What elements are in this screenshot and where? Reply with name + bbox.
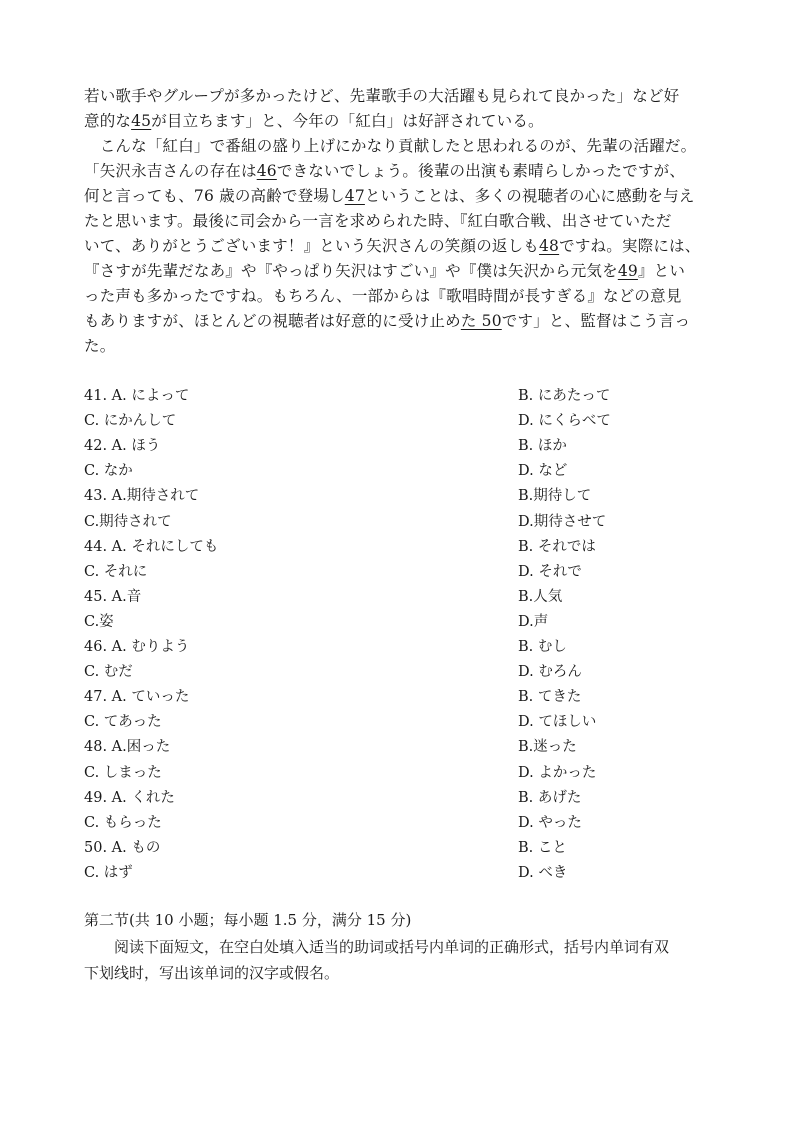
option-right: B. それでは bbox=[518, 539, 596, 555]
passage-line bbox=[84, 309, 724, 334]
option-left: C. もらった bbox=[84, 815, 162, 831]
option-left: C. むだ bbox=[84, 664, 133, 680]
option-left: 48. A.困った bbox=[84, 739, 171, 755]
blank-number: 47 bbox=[344, 187, 365, 205]
section-heading: 第二节(共 10 小题；每小题 1.5 分，满分 15 分) bbox=[84, 911, 412, 929]
passage-line bbox=[84, 109, 724, 134]
passage-text: った声も多かったですね。もちろん、一部からは『歌唱時間が長すぎる』などの意見 bbox=[84, 287, 682, 305]
option-right: B.迷った bbox=[518, 739, 577, 755]
option-left: 44. A. それにしても bbox=[84, 539, 219, 555]
passage-text: もありますが、ほとんどの視聴者は好意的に受け止め bbox=[84, 312, 461, 330]
option-right: D.声 bbox=[518, 614, 549, 630]
passage-text: ですね。実際には、 bbox=[559, 237, 701, 255]
option-right: D. てほしい bbox=[518, 714, 597, 730]
passage-text: こんな「紅白」で番組の盛り上げにかなり貢献したと思われるのが、先輩の活躍だ。 bbox=[84, 137, 697, 155]
option-left: C.姿 bbox=[84, 614, 114, 630]
option-left: 50. A. もの bbox=[84, 840, 161, 856]
passage-line bbox=[84, 234, 724, 259]
option-left: 41. A. によって bbox=[84, 388, 190, 404]
option-left: C. しまった bbox=[84, 765, 162, 781]
option-right: B. あげた bbox=[518, 790, 582, 806]
passage-text: 意的な bbox=[84, 112, 132, 130]
blank-number: 49 bbox=[617, 262, 638, 280]
option-left: 46. A. むりよう bbox=[84, 639, 190, 655]
option-right: D. むろん bbox=[518, 664, 582, 680]
option-right: D. など bbox=[518, 463, 568, 479]
option-right: D. やった bbox=[518, 815, 582, 831]
passage-line bbox=[84, 159, 724, 184]
passage-line bbox=[84, 284, 724, 309]
option-left: 45. A.音 bbox=[84, 589, 142, 605]
option-right: D. よかった bbox=[518, 765, 597, 781]
instruction-line: 阅读下面短文，在空白处填入适当的助词或括号内单词的正确形式，括号内单词有双 bbox=[84, 938, 670, 956]
option-left: 47. A. ていった bbox=[84, 689, 190, 705]
option-right: D.期待させて bbox=[518, 514, 607, 530]
passage-text: いて、ありがとうございます！』という矢沢さんの笑顔の返しも bbox=[84, 237, 539, 255]
option-left: C.期待されて bbox=[84, 514, 172, 530]
passage-text: が目立ちます」と、今年の「紅白」は好評されている。 bbox=[151, 112, 544, 130]
option-right: B. ほか bbox=[518, 438, 567, 454]
passage-text: 』とい bbox=[637, 262, 686, 280]
option-right: D. にくらべて bbox=[518, 413, 611, 429]
passage-text: たと思います。最後に司会から一言を求められた時、『紅白歌合戦、出させていただ bbox=[84, 212, 672, 230]
reading-passage bbox=[84, 84, 724, 359]
passage-text: 「矢沢永吉さんの存在は bbox=[84, 162, 257, 180]
option-left: C. なか bbox=[84, 463, 133, 479]
option-right: B. にあたって bbox=[518, 388, 611, 404]
blank-number: 48 bbox=[539, 237, 560, 255]
passage-text: た。 bbox=[84, 337, 116, 355]
option-right: B.人気 bbox=[518, 589, 563, 605]
option-right: B. てきた bbox=[518, 689, 582, 705]
option-left: C. てあった bbox=[84, 714, 162, 730]
section-instruction bbox=[84, 934, 724, 986]
option-right: B. むし bbox=[518, 639, 567, 655]
passage-text: ということは、多くの視聴者の心に感動を与え bbox=[364, 187, 695, 205]
option-left: 42. A. ほう bbox=[84, 438, 161, 454]
passage-line bbox=[84, 334, 724, 359]
passage-text: できないでしょう。後輩の出演も素晴らしかったですが、 bbox=[276, 162, 686, 180]
option-right: B. こと bbox=[518, 840, 567, 856]
passage-line bbox=[84, 134, 724, 159]
blank-number: 45 bbox=[131, 112, 152, 130]
passage-text: 『さすが先輩だなあ』や『やっぱり矢沢はすごい』や『僕は矢沢から元気を bbox=[84, 262, 618, 280]
passage-text: 何と言っても、76 歳の高齢で登場し bbox=[84, 187, 345, 205]
option-right: D. べき bbox=[518, 865, 568, 881]
blank-number: た 50 bbox=[460, 312, 502, 330]
passage-text: です」と、監督はこう言っ bbox=[501, 312, 691, 330]
instruction-line: 下划线时，写出该单词的汉字或假名。 bbox=[84, 964, 340, 982]
blank-number: 46 bbox=[256, 162, 277, 180]
option-left: C. にかんして bbox=[84, 413, 177, 429]
option-left: C. はず bbox=[84, 865, 133, 881]
option-right: B.期待して bbox=[518, 488, 592, 504]
passage-line bbox=[84, 259, 724, 284]
option-right: D. それで bbox=[518, 564, 582, 580]
passage-line bbox=[84, 84, 724, 109]
option-left: C. それに bbox=[84, 564, 148, 580]
option-left: 49. A. くれた bbox=[84, 790, 175, 806]
option-left: 43. A.期待されて bbox=[84, 488, 200, 504]
passage-line bbox=[84, 184, 724, 209]
passage-text: 若い歌手やグループが多かったけど、先輩歌手の大活躍も見られて良かった」など好 bbox=[84, 87, 680, 105]
passage-line bbox=[84, 209, 724, 234]
